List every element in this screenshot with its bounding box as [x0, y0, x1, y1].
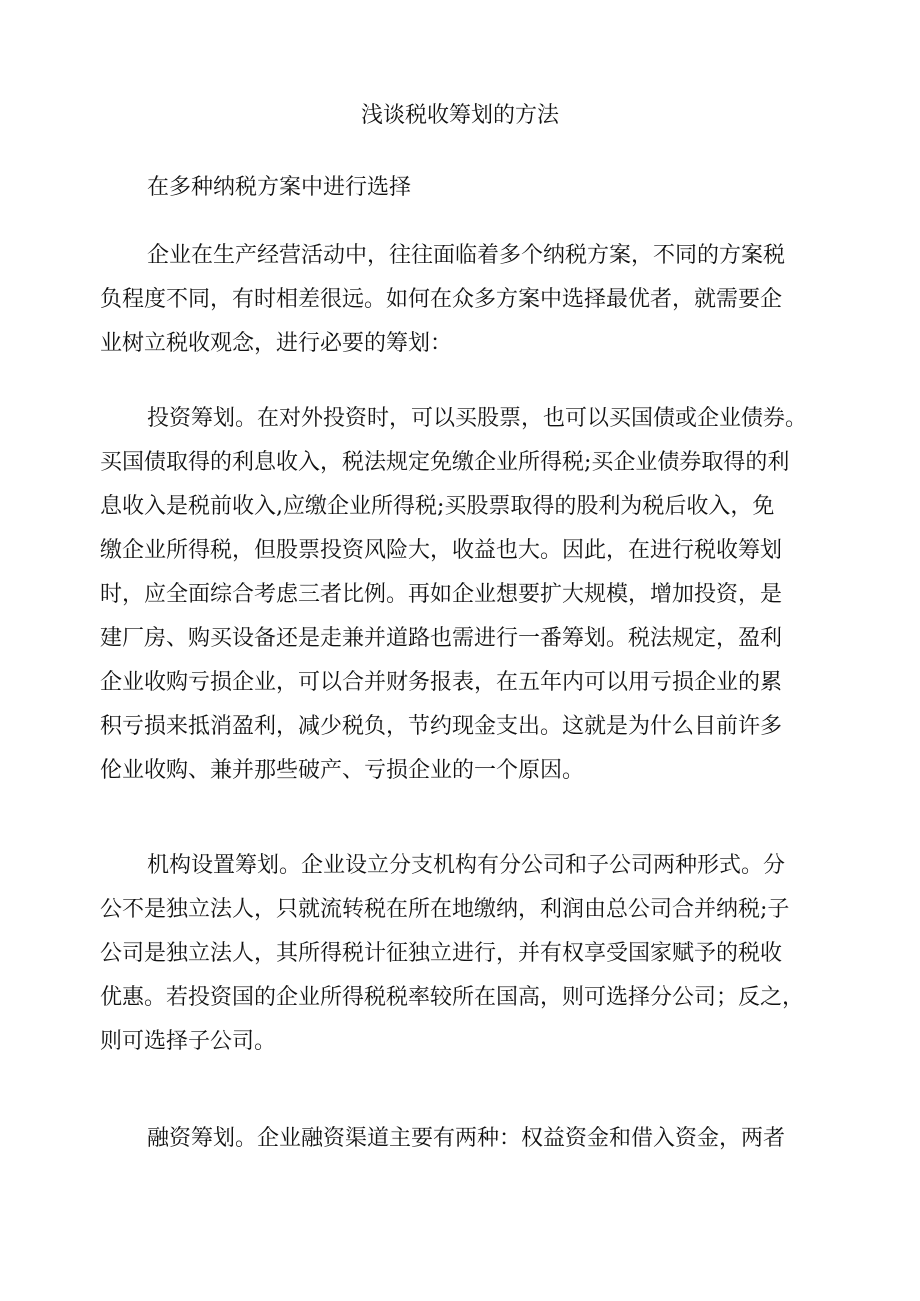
paragraph-line: 则可选择子公司。 [100, 1029, 277, 1054]
section-heading: 在多种纳税方案中进行选择 [147, 175, 412, 200]
paragraph-investment-planning [100, 397, 840, 793]
paragraph-financing-planning [100, 1117, 840, 1161]
paragraph-line: 业树立税收观念，进行必要的筹划： [100, 331, 453, 356]
paragraph-line: 负程度不同，有时相差很远。如何在众多方案中选择最优者，就需要企 [100, 287, 783, 312]
paragraph-intro [100, 234, 840, 366]
paragraph-line: 企业在生产经营活动中，往往面临着多个纳税方案，不同的方案税 [147, 243, 786, 268]
paragraph-line: 机构设置筹划。企业设立分支机构有分公司和子公司两种形式。分 [147, 853, 786, 878]
paragraph-line: 投资筹划。在对外投资时，可以买股票，也可以买国债或企业债券。 [147, 406, 808, 431]
paragraph-line: 融资筹划。企业融资渠道主要有两种：权益资金和借入资金，两者 [147, 1126, 786, 1151]
paragraph-line: 时，应全面综合考虑三者比例。再如企业想要扩大规模，增加投资，是 [100, 582, 783, 607]
paragraph-line: 公不是独立法人，只就流转税在所在地缴纳，利润由总公司合并纳税;子 [100, 897, 790, 922]
paragraph-line: 息收入是税前收入,应缴企业所得税;买股票取得的股利为税后收入，免 [100, 494, 775, 519]
paragraph-line: 伦业收购、兼并那些破产、亏损企业的一个原因。 [100, 758, 585, 783]
paragraph-line: 优惠。若投资国的企业所得税税率较所在国高，则可选择分公司；反之， [100, 985, 805, 1010]
paragraph-line: 积亏损来抵消盈利，减少税负，节约现金支出。这就是为什么目前许多 [100, 714, 783, 739]
paragraph-line: 公司是独立法人，其所得税计征独立进行，并有权享受国家赋予的税收 [100, 941, 783, 966]
paragraph-line: 缴企业所得税，但股票投资风险大，收益也大。因此，在进行税收筹划 [100, 538, 783, 563]
document-title: 浅谈税收筹划的方法 [360, 103, 559, 128]
paragraph-line: 建厂房、购买设备还是走兼并道路也需进行一番筹划。税法规定，盈利 [100, 626, 783, 651]
paragraph-line: 企业收购亏损企业，可以合并财务报表，在五年内可以用亏损企业的累 [100, 670, 783, 695]
paragraph-line: 买国债取得的利息收入，税法规定免缴企业所得税;买企业债券取得的利 [100, 450, 790, 475]
paragraph-organization-planning [100, 844, 840, 1064]
